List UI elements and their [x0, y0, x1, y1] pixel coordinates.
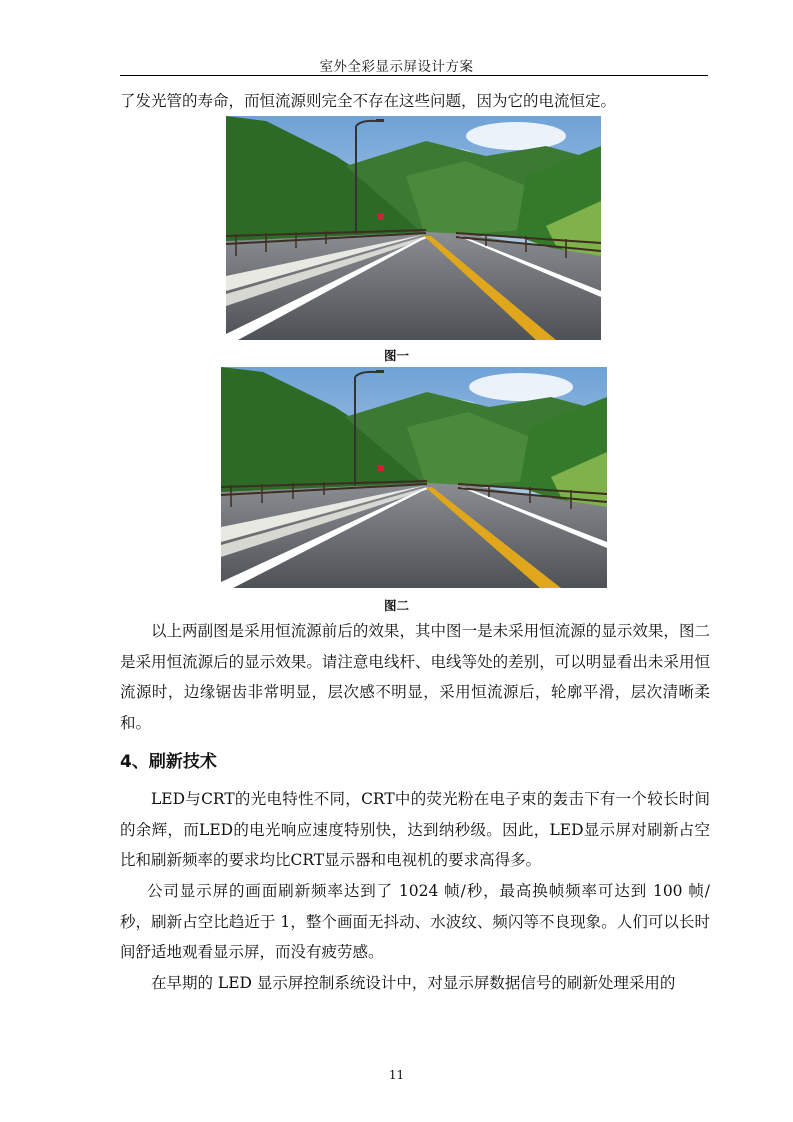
- refresh-paragraph-2: 公司显示屏的画面刷新频率达到了 1024 帧/秒，最高换帧频率可达到 100 帧/秒，刷新占空比趋近于 1，整个画面无抖动、水波纹、频闪等不良现象。人们可以长时间舒适地观看显示屏，而没有疲劳感。: [120, 882, 710, 961]
- intro-line: 了发光管的寿命，而恒流源则完全不存在这些问题，因为它的电流恒定。: [120, 92, 617, 110]
- figure-2-caption: 图二: [383, 598, 409, 613]
- document-header: 室外全彩显示屏设计方案: [319, 59, 474, 75]
- figure-1-caption: 图一: [383, 348, 409, 363]
- figure-1-road-image: [226, 116, 601, 340]
- header-rule: [120, 75, 708, 76]
- refresh-paragraph-3: 在早期的 LED 显示屏控制系统设计中，对显示屏数据信号的刷新处理采用的: [151, 974, 676, 992]
- refresh-paragraph-1: LED与CRT的光电特性不同，CRT中的荧光粉在电子束的轰击下有一个较长时间的余辉，而LED的电光响应速度特别快，达到纳秒级。因此，LED显示屏对刷新占空比和刷新频率的要求均比CRT显示器和电视机的要求高得多。: [120, 790, 710, 869]
- figure-2-road-image: [221, 367, 607, 588]
- page-number: 11: [388, 1068, 405, 1082]
- section-heading: 4、刷新技术: [120, 752, 217, 772]
- comparison-paragraph: 以上两副图是采用恒流源前后的效果，其中图一是未采用恒流源的显示效果，图二是采用恒流源后的显示效果。请注意电线杆、电线等处的差别，可以明显看出未采用恒流源时，边缘锯齿非常明显，层次感不明显，采用恒流源后，轮廓平滑，层次清晰柔和。: [120, 622, 710, 732]
